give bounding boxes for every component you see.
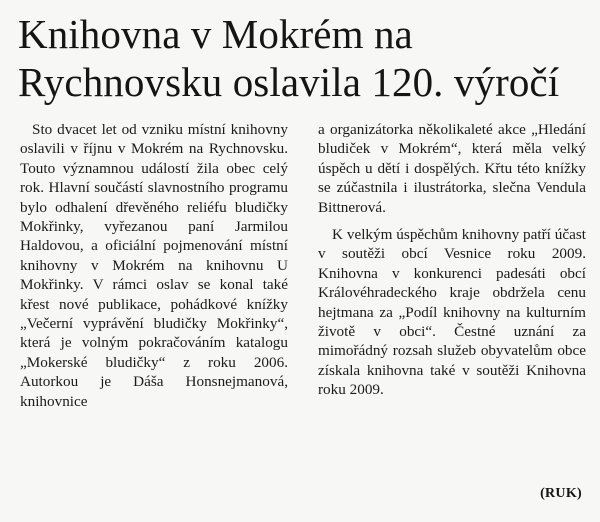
- headline-line-1: Knihovna v Mokrém na: [18, 11, 413, 57]
- article-paragraph-3: K velkým úspěchům knihovny patří účast v soutěži obcí Vesnice roku 2009. Knihovna v konkurenci padesáti obcí Královéhradeckého kraje obdržela cenu hejtmana za „Podíl knihovny na kulturním životě v obci“. Čestné uznání za mimořádný rozsah služeb obyvatelům obce získala knihovna také v soutěži Knihovna roku 2009.: [318, 226, 586, 399]
- author-byline: (RUK): [540, 486, 582, 501]
- column-right: [318, 120, 586, 411]
- column-left: [20, 120, 288, 411]
- article-headline: [18, 10, 588, 106]
- article-paragraph-2: a organizátorka několikaleté akce „Hledání bludiček v Mokrém“, která měla velký úspěch u dětí i dospělých. Křtu této knížky se zúčastnila i ilustrátorka, slečna Vendula Bittnerová.: [318, 121, 586, 216]
- article-columns: [20, 120, 586, 411]
- article-paragraph-1: Sto dvacet let od vzniku místní knihovny oslavili v říjnu v Mokrém na Rychnovsku. Touto významnou událostí žila obec celý rok. Hlavní součástí slavnostního programu bylo odhalení dřevěného reliéfu bludičky Mokřinky, vyřezanou paní Jarmilou Haldovou, a oficiální pojmenování místní knihovny v Mokrém na knihovnu U Mokřinky. V rámci oslav se konal také křest nové publikace, pohádkové knížky „Večerní vyprávění bludičky Mokřinky“, která je volným pokračováním katalogu „Mokerské bludičky“ z roku 2006. Autorkou je Dáša Honsnejmanová, knihovnice: [20, 121, 288, 410]
- headline-line-2: Rychnovsku oslavila 120. výročí: [18, 59, 560, 105]
